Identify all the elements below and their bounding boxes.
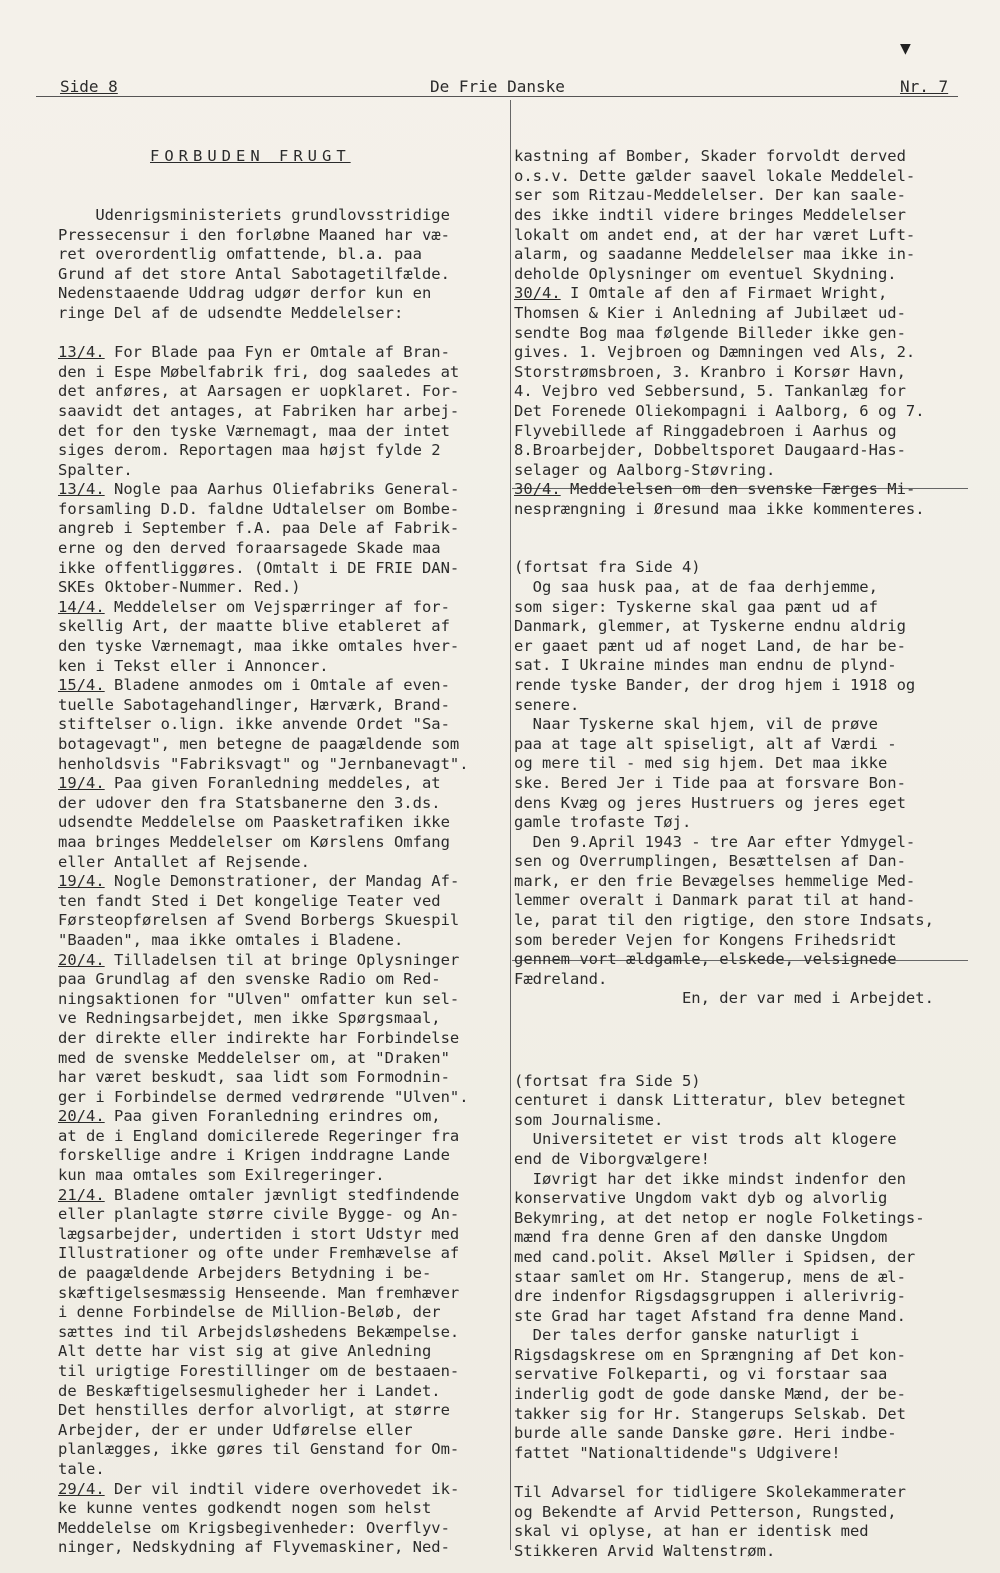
text-line: Arbejder, der er under Udførelse eller xyxy=(58,1420,413,1439)
text-line: sen og Overrumplingen, Besættelsen af Dan- xyxy=(514,852,906,871)
text-line: alarm, og saadanne Meddelelser maa ikke in- xyxy=(514,245,916,264)
text-line: Illustrationer og ofte under Fremhævelse af xyxy=(58,1244,460,1263)
text-line: forsamling D.D. faldne Udtalelser om Bombe- xyxy=(58,499,460,518)
text-line: Der tales derfor ganske naturligt i xyxy=(514,1326,860,1345)
text-line: fattet "Nationaltidende"s Udgivere! xyxy=(514,1443,841,1462)
text-line: Til Advarsel for tidligere Skolekammerater xyxy=(514,1483,906,1502)
text-line: Flyvebillede af Ringgadebroen i Aarhus og xyxy=(514,421,897,440)
text-line: SKEs Oktober-Nummer. Red.) xyxy=(58,578,301,597)
text-line xyxy=(58,598,506,618)
text-line: En, der var med i Arbejdet. xyxy=(514,989,934,1008)
article-continued-from-page-5 xyxy=(514,1072,966,1562)
text-line: servative Folkeparti, og vi forstaar saa xyxy=(514,1365,888,1384)
text-line: Grund af det store Antal Sabotagetilfælde. xyxy=(58,264,450,283)
text-line: planlægges, ikke gøres til Genstand for Om- xyxy=(58,1440,460,1459)
line-text: Der vil indtil videre overhovedet ik- xyxy=(104,1479,460,1498)
date-label: 14/4. xyxy=(58,597,105,616)
line-text: Bladene anmodes om i Omtale af even- xyxy=(104,676,450,695)
text-line: som Journalisme. xyxy=(514,1110,664,1129)
text-line: tale. xyxy=(58,1459,105,1478)
text-line: har været beskudt, saa lidt som Formodnin- xyxy=(58,1068,450,1087)
text-line: Stikkeren Arvid Waltenstrøm. xyxy=(514,1541,776,1560)
line-text: Meddelelser om Vejspærringer af for- xyxy=(104,597,450,616)
text-line: Universitetet er vist trods alt klogere xyxy=(514,1130,897,1149)
text-line: den i Espe Møbelfabrik fri, dog saaledes at xyxy=(58,362,460,381)
date-label: 19/4. xyxy=(58,872,105,891)
header-rule xyxy=(36,96,958,97)
line-text: I Omtale af den af Firmaet Wright, xyxy=(560,284,888,303)
text-line: Det henstilles derfor alvorligt, at større xyxy=(58,1401,450,1420)
text-line: at de i England domicilerede Regeringer fra xyxy=(58,1126,460,1145)
line-text: Paa given Foranledning meddeles, at xyxy=(104,774,441,793)
text-line: eller planlagte større civile Bygge- og An- xyxy=(58,1205,460,1224)
text-line xyxy=(58,1107,506,1127)
text-line: (fortsat fra Side 4) xyxy=(514,558,701,577)
text-line: Førsteopførelsen af Svend Borbergs Skuespil xyxy=(58,911,460,930)
date-label: 13/4. xyxy=(58,480,105,499)
text-line: le, parat til den rigtige, den store Indsats, xyxy=(514,911,934,930)
text-line: det for den tyske Værnemagt, maa der intet xyxy=(58,421,450,440)
text-line: de paagældende Arbejders Betydning i be- xyxy=(58,1264,432,1283)
text-line: er gaaet pænt ud af noget Land, de har be- xyxy=(514,636,906,655)
text-line: dens Kvæg og jeres Hustruers og jeres eget xyxy=(514,793,906,812)
date-label: 21/4. xyxy=(58,1185,105,1204)
text-line: Bekymring, at det netop er nogle Folketings- xyxy=(514,1208,925,1227)
text-line xyxy=(58,676,506,696)
publication-title: De Frie Danske xyxy=(430,77,565,96)
text-line xyxy=(58,872,506,892)
left-column xyxy=(58,108,506,1573)
issue-number: Nr. 7 xyxy=(900,77,949,96)
text-line: mark, er den frie Bevægelses hemmelige Med- xyxy=(514,871,916,890)
text-line: kastning af Bomber, Skader forvoldt derved xyxy=(514,147,906,166)
text-line: Meddelelse om Krigsbegivenheder: Overflyv- xyxy=(58,1518,450,1537)
page-number: Side 8 xyxy=(60,77,118,96)
text-line: Naar Tyskerne skal hjem, vil de prøve xyxy=(514,715,878,734)
text-line: ikke offentliggøres. (Omtalt i DE FRIE DAN- xyxy=(58,558,460,577)
text-line: Thomsen & Kier i Anledning af Jubilæet ud- xyxy=(514,303,906,322)
right-column xyxy=(514,108,966,1573)
text-line: ke kunne ventes godkendt nogen som helst xyxy=(58,1499,432,1518)
date-label: 20/4. xyxy=(58,1107,105,1126)
text-line: med de svenske Meddelelser om, at "Draken" xyxy=(58,1048,450,1067)
date-label: 15/4. xyxy=(58,676,105,695)
line-text: Bladene omtaler jævnligt stedfindende xyxy=(104,1185,460,1204)
text-line: saavidt det antages, at Fabriken har arbej- xyxy=(58,401,460,420)
text-line: med cand.polit. Aksel Møller i Spidsen, der xyxy=(514,1247,916,1266)
column-divider xyxy=(510,100,511,1550)
text-line: gives. 1. Vejbroen og Dæmningen ved Als, 2. xyxy=(514,343,916,362)
line-text: Nogle paa Aarhus Oliefabriks General- xyxy=(104,480,460,499)
text-line: gennem vort ældgamle, elskede, velsignede xyxy=(514,950,897,969)
text-line: nesprængning i Øresund maa ikke kommenteres. xyxy=(514,499,925,518)
text-line: takker sig for Hr. Stangerups Selskab. Det xyxy=(514,1404,906,1423)
text-line: Udenrigsministeriets grundlovsstridige xyxy=(58,205,450,224)
text-line xyxy=(58,774,506,794)
date-label: 20/4. xyxy=(58,950,105,969)
text-line: ger i Forbindelse dermed vedrørende "Ulven". xyxy=(58,1087,469,1106)
text-line xyxy=(58,1186,506,1206)
text-line: skellig Art, der maatte blive etableret af xyxy=(58,617,450,636)
text-line: ninger, Nedskydning af Flyvemaskiner, Ned- xyxy=(58,1538,450,1557)
ink-mark-icon: ▼ xyxy=(900,38,911,59)
line-text: Paa given Foranledning erindres om, xyxy=(104,1107,441,1126)
text-line: skæftigelsesmæssig Henseende. Man fremhæver xyxy=(58,1283,460,1302)
text-line: centuret i dansk Litteratur, blev betegnet xyxy=(514,1091,906,1110)
text-line: 8.Broarbejder, Dobbeltsporet Daugaard-Has- xyxy=(514,441,906,460)
text-line: selager og Aalborg-Støvring. xyxy=(514,460,776,479)
date-label: 13/4. xyxy=(58,343,105,362)
text-line: ten fandt Sted i Det kongelige Teater ved xyxy=(58,891,441,910)
text-line: angreb i September f.A. paa Dele af Fabrik- xyxy=(58,519,460,538)
text-line: sættes ind til Arbejdsløshedens Bekæmpelse. xyxy=(58,1322,460,1341)
text-line: lemmer overalt i Danmark parat til at hand- xyxy=(514,891,916,910)
text-line: ske. Bered Jer i Tide paa at forsvare Bon- xyxy=(514,773,906,792)
text-line xyxy=(58,343,506,363)
text-line: Den 9.April 1943 - tre Aar efter Ydmygel- xyxy=(514,832,916,851)
text-line: lægsarbejder, undertiden i stort Udstyr med xyxy=(58,1224,460,1243)
text-line: Danmark, glemmer, at Tyskerne endnu aldrig xyxy=(514,617,906,636)
text-line: ken i Tekst eller i Annoncer. xyxy=(58,656,329,675)
text-line: ser som Ritzau-Meddelelser. Der kan saale- xyxy=(514,186,906,205)
text-line: der direkte eller indirekte har Forbindelse xyxy=(58,1028,460,1047)
text-line: ret overordentlig omfattende, bl.a. paa xyxy=(58,245,422,264)
text-line: Storstrømsbroen, 3. Kranbro i Korsør Havn, xyxy=(514,362,906,381)
censorship-article-body xyxy=(58,206,506,1558)
text-line: (fortsat fra Side 5) xyxy=(514,1071,701,1090)
text-line xyxy=(514,480,966,500)
article-title: FORBUDEN FRUGT xyxy=(150,147,351,166)
text-line: der udover den fra Statsbanerne den 3.ds. xyxy=(58,793,441,812)
line-text: Tilladelsen til at bringe Oplysninger xyxy=(104,950,460,969)
text-line: des ikke indtil videre bringes Meddelelser xyxy=(514,205,906,224)
text-line: udsendte Meddelelse om Paasketrafiken ikke xyxy=(58,813,450,832)
text-line: mænd fra denne Gren af den danske Ungdom xyxy=(514,1228,888,1247)
text-line: burde alle sande Danske gøre. Heri indbe- xyxy=(514,1424,897,1443)
date-label: 30/4. xyxy=(514,480,561,499)
text-line: som bereder Vejen for Kongens Frihedsridt xyxy=(514,930,897,949)
text-line xyxy=(58,324,506,344)
text-line: ve Redningsarbejdet, men ikke Spørgsmaal, xyxy=(58,1009,441,1028)
text-line: ste Grad har taget Afstand fra denne Mand. xyxy=(514,1306,906,1325)
article-continued-from-page-4 xyxy=(514,558,966,1024)
text-line: paa Grundlag af den svenske Radio om Red- xyxy=(58,970,441,989)
line-text: Meddelelsen om den svenske Færges Mi- xyxy=(560,480,916,499)
text-line: til urigtige Forestillinger om de bestaaen- xyxy=(58,1362,460,1380)
text-line: dre indenfor Rigsdagsgruppen i allerivrig- xyxy=(514,1287,906,1306)
text-line: kun maa omtales som Exilregeringer. xyxy=(58,1166,385,1185)
date-label: 30/4. xyxy=(514,284,561,303)
line-text: For Blade paa Fyn er Omtale af Bran- xyxy=(104,343,450,362)
text-line: sat. I Ukraine mindes man endnu de plynd- xyxy=(514,656,897,675)
text-line: stiftelser o.lign. ikke anvende Ordet "Sa- xyxy=(58,715,450,734)
text-line xyxy=(58,951,506,971)
date-label: 19/4. xyxy=(58,774,105,793)
text-line: staar samlet om Hr. Stangerup, mens de æl- xyxy=(514,1267,906,1286)
text-line: sendte Bog maa følgende Billeder ikke gen- xyxy=(514,323,906,342)
text-line: ningsaktionen for "Ulven" omfatter kun sel- xyxy=(58,989,460,1008)
text-line: "Baaden", maa ikke omtales i Bladene. xyxy=(58,930,404,949)
text-line: o.s.v. Dette gælder saavel lokale Meddelel- xyxy=(514,166,916,185)
text-line: lokalt om andet end, at der har været Luft- xyxy=(514,225,916,244)
text-line: Rigsdagskrese om en Sprængning af Det kon- xyxy=(514,1345,906,1364)
line-text: Nogle Demonstrationer, der Mandag Af- xyxy=(104,872,460,891)
text-line: Det Forenede Oliekompagni i Aalborg, 6 og 7. xyxy=(514,401,925,420)
text-line: henholdsvis "Fabriksvagt" og "Jernbanevagt". xyxy=(58,754,469,773)
text-line: 4. Vejbro ved Sebbersund, 5. Tankanlæg for xyxy=(514,382,906,401)
text-line: og mere til - med sig hjem. Det maa ikke xyxy=(514,754,888,773)
text-line: tuelle Sabotagehandlinger, Hærværk, Brand- xyxy=(58,695,450,714)
text-line: de Beskæftigelsesmuligheder her i Landet. xyxy=(58,1381,441,1400)
censorship-article-continued xyxy=(514,147,966,519)
text-line: Fædreland. xyxy=(514,969,608,988)
date-label: 29/4. xyxy=(58,1479,105,1498)
text-line: maa bringes Meddelelser om Kørslens Omfang xyxy=(58,832,450,851)
text-line: deholde Oplysninger om eventuel Skydning. xyxy=(514,264,897,283)
text-line: end de Viborgvælgere! xyxy=(514,1149,710,1168)
text-line: det anføres, at Aarsagen er uopklaret. For- xyxy=(58,382,460,401)
text-line: den tyske Værnemagt, maa ikke omtales hver- xyxy=(58,637,460,656)
text-line: inderlig godt de gode danske Mænd, der be- xyxy=(514,1385,906,1404)
text-line: eller Antallet af Rejsende. xyxy=(58,852,310,871)
text-line: Nedenstaaende Uddrag udgør derfor kun en xyxy=(58,284,432,303)
text-line: erne og den derved foraarsagede Skade maa xyxy=(58,539,441,558)
text-line: og Bekendte af Arvid Petterson, Rungsted, xyxy=(514,1502,897,1521)
text-line: konservative Ungdom vakt dyb og alvorlig xyxy=(514,1189,888,1208)
text-line: skal vi oplyse, at han er identisk med xyxy=(514,1522,869,1541)
text-line: Iøvrigt har det ikke mindst indenfor den xyxy=(514,1169,906,1188)
text-line: i denne Forbindelse de Million-Beløb, der xyxy=(58,1303,441,1322)
text-line xyxy=(58,1480,506,1500)
text-line: gamle trofaste Tøj. xyxy=(514,813,692,832)
text-line: senere. xyxy=(514,695,580,714)
text-line: ringe Del af de udsendte Meddelelser: xyxy=(58,303,404,322)
text-line: Pressecensur i den forløbne Maaned har væ- xyxy=(58,225,450,244)
text-line xyxy=(58,480,506,500)
text-line: forskellige andre i Krigen inddragne Lande xyxy=(58,1146,450,1165)
text-line: som siger: Tyskerne skal gaa pænt ud af xyxy=(514,597,878,616)
text-line xyxy=(514,284,966,304)
text-line xyxy=(514,1463,966,1483)
text-line: Spalter. xyxy=(58,460,133,479)
text-line: Alt dette har vist sig at give Anledning xyxy=(58,1342,432,1361)
text-line: siges derom. Reportagen maa højst fylde 2 xyxy=(58,441,441,460)
text-line: botagevagt", men betegne de paagældende som xyxy=(58,735,460,753)
text-line: rende tyske Bander, der drog hjem i 1918 og xyxy=(514,675,916,694)
text-line: Og saa husk paa, at de faa derhjemme, xyxy=(514,577,878,596)
text-line: paa at tage alt spiseligt, alt af Værdi - xyxy=(514,734,897,753)
